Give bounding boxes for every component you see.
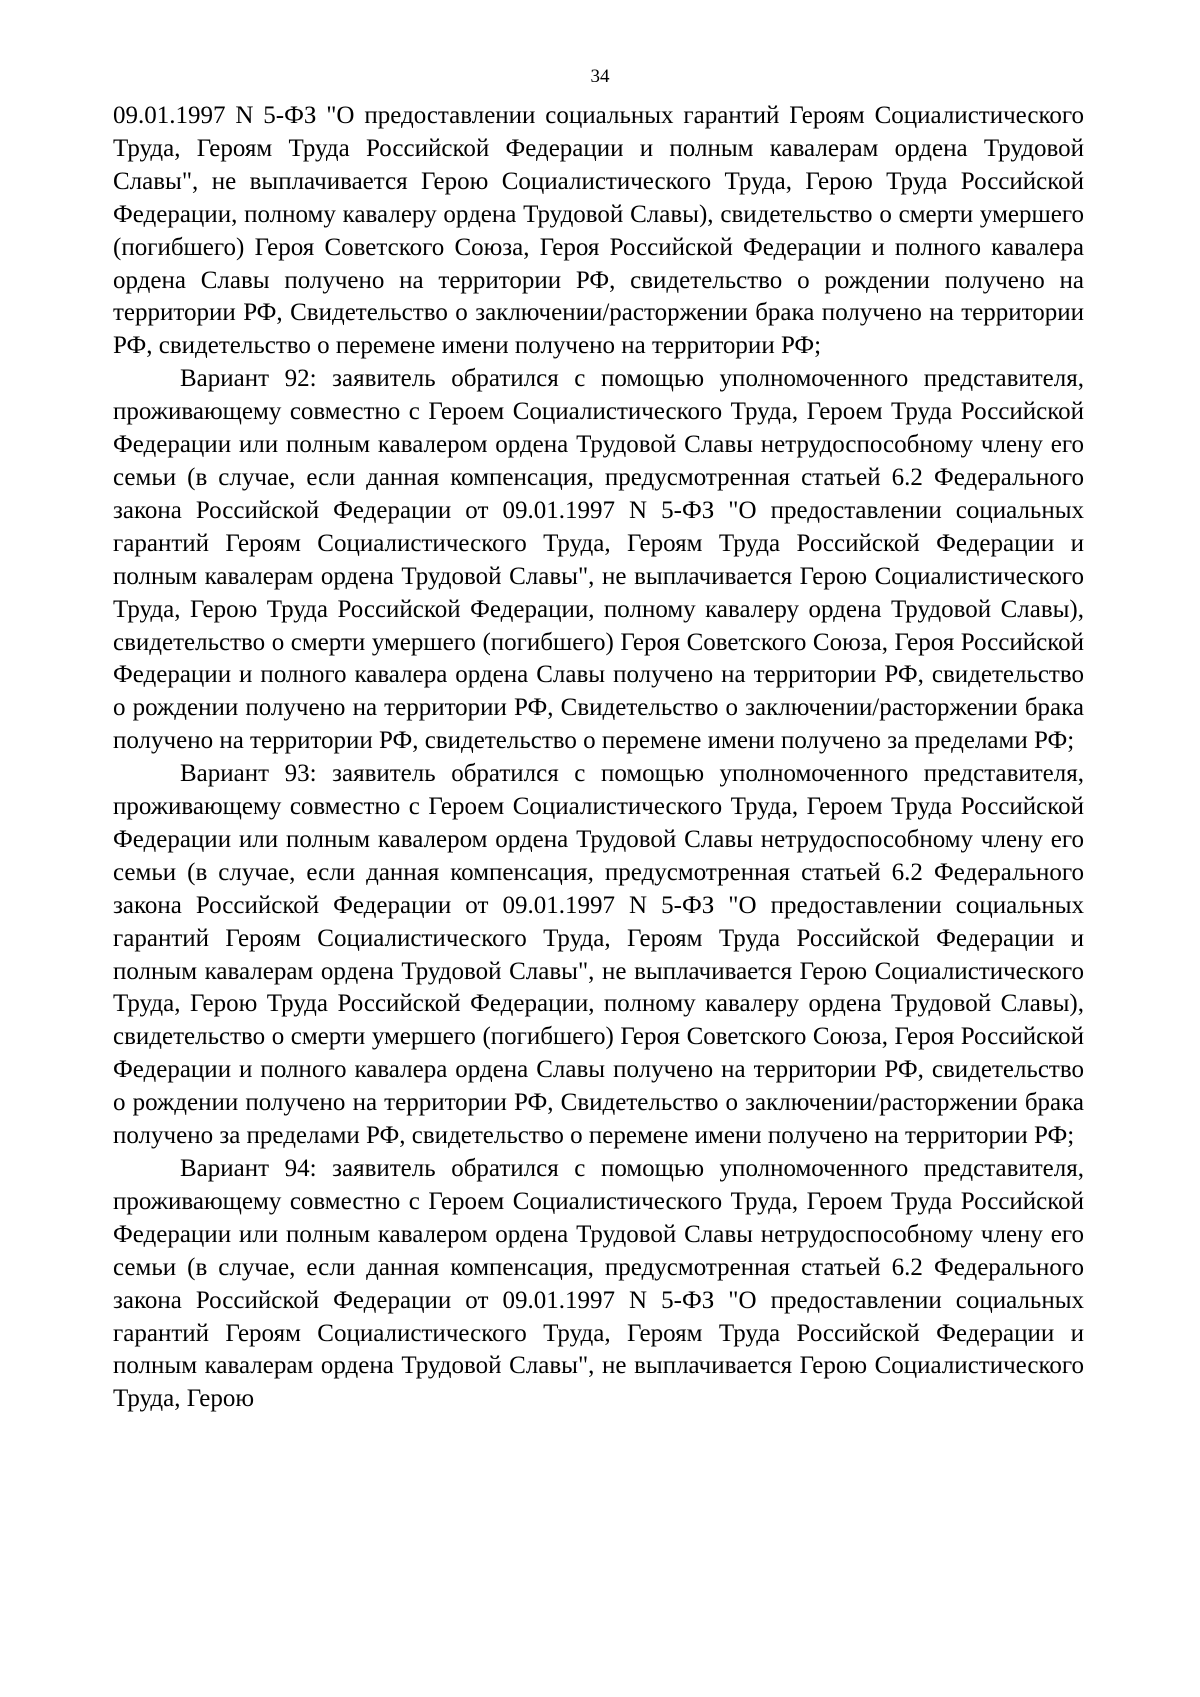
paragraph-variant-94: Вариант 94: заявитель обратился с помощью уполномоченного представителя, проживающему совместно с Героем Социалистического Труда, Героем Труда Российской Федерации или полным кавалером ордена Трудовой Славы нетрудоспособному члену его семьи (в случае, если данная компенсация, предусмотренная статьей 6.2 Федерального закона Российской Федерации от 09.01.1997 N 5-ФЗ "О предоставлении социальных гарантий Героям Социалистического Труда, Героям Труда Российской Федерации и полным кавалерам ордена Трудовой Славы", не выплачивается Герою Социалистического Труда, Герою xyxy=(113,1155,1084,1413)
document-body xyxy=(113,100,1084,1416)
paragraph-variant-93: Вариант 93: заявитель обратился с помощью уполномоченного представителя, проживающему совместно с Героем Социалистического Труда, Героем Труда Российской Федерации или полным кавалером ордена Трудовой Славы нетрудоспособному члену его семьи (в случае, если данная компенсация, предусмотренная статьей 6.2 Федерального закона Российской Федерации от 09.01.1997 N 5-ФЗ "О предоставлении социальных гарантий Героям Социалистического Труда, Героям Труда Российской Федерации и полным кавалерам ордена Трудовой Славы", не выплачивается Герою Социалистического Труда, Герою Труда Российской Федерации, полному кавалеру ордена Трудовой Славы), свидетельство о смерти умершего (погибшего) Героя Советского Союза, Героя Российской Федерации и полного кавалера ордена Славы получено на территории РФ, свидетельство о рождении получено на территории РФ, Свидетельство о заключении/расторжении брака получено за пределами РФ, свидетельство о перемене имени получено на территории РФ; xyxy=(113,760,1084,1150)
paragraph-variant-92: Вариант 92: заявитель обратился с помощью уполномоченного представителя, проживающему совместно с Героем Социалистического Труда, Героем Труда Российской Федерации или полным кавалером ордена Трудовой Славы нетрудоспособному члену его семьи (в случае, если данная компенсация, предусмотренная статьей 6.2 Федерального закона Российской Федерации от 09.01.1997 N 5-ФЗ "О предоставлении социальных гарантий Героям Социалистического Труда, Героям Труда Российской Федерации и полным кавалерам ордена Трудовой Славы", не выплачивается Герою Социалистического Труда, Герою Труда Российской Федерации, полному кавалеру ордена Трудовой Славы), свидетельство о смерти умершего (погибшего) Героя Советского Союза, Героя Российской Федерации и полного кавалера ордена Славы получено на территории РФ, свидетельство о рождении получено на территории РФ, Свидетельство о заключении/расторжении брака получено на территории РФ, свидетельство о перемене имени получено за пределами РФ; xyxy=(113,365,1084,755)
page-number: 34 xyxy=(590,66,610,87)
paragraph-variant-91-continuation: 09.01.1997 N 5-ФЗ "О предоставлении социальных гарантий Героям Социалистического Труда, Героям Труда Российской Федерации и полным кавалерам ордена Трудовой Славы", не выплачивается Герою Социалистического Труда, Герою Труда Российской Федерации, полному кавалеру ордена Трудовой Славы), свидетельство о смерти умершего (погибшего) Героя Советского Союза, Героя Российской Федерации и полного кавалера ордена Славы получено на территории РФ, свидетельство о рождении получено на территории РФ, Свидетельство о заключении/расторжении брака получено на территории РФ, свидетельство о перемене имени получено на территории РФ; xyxy=(113,102,1084,360)
